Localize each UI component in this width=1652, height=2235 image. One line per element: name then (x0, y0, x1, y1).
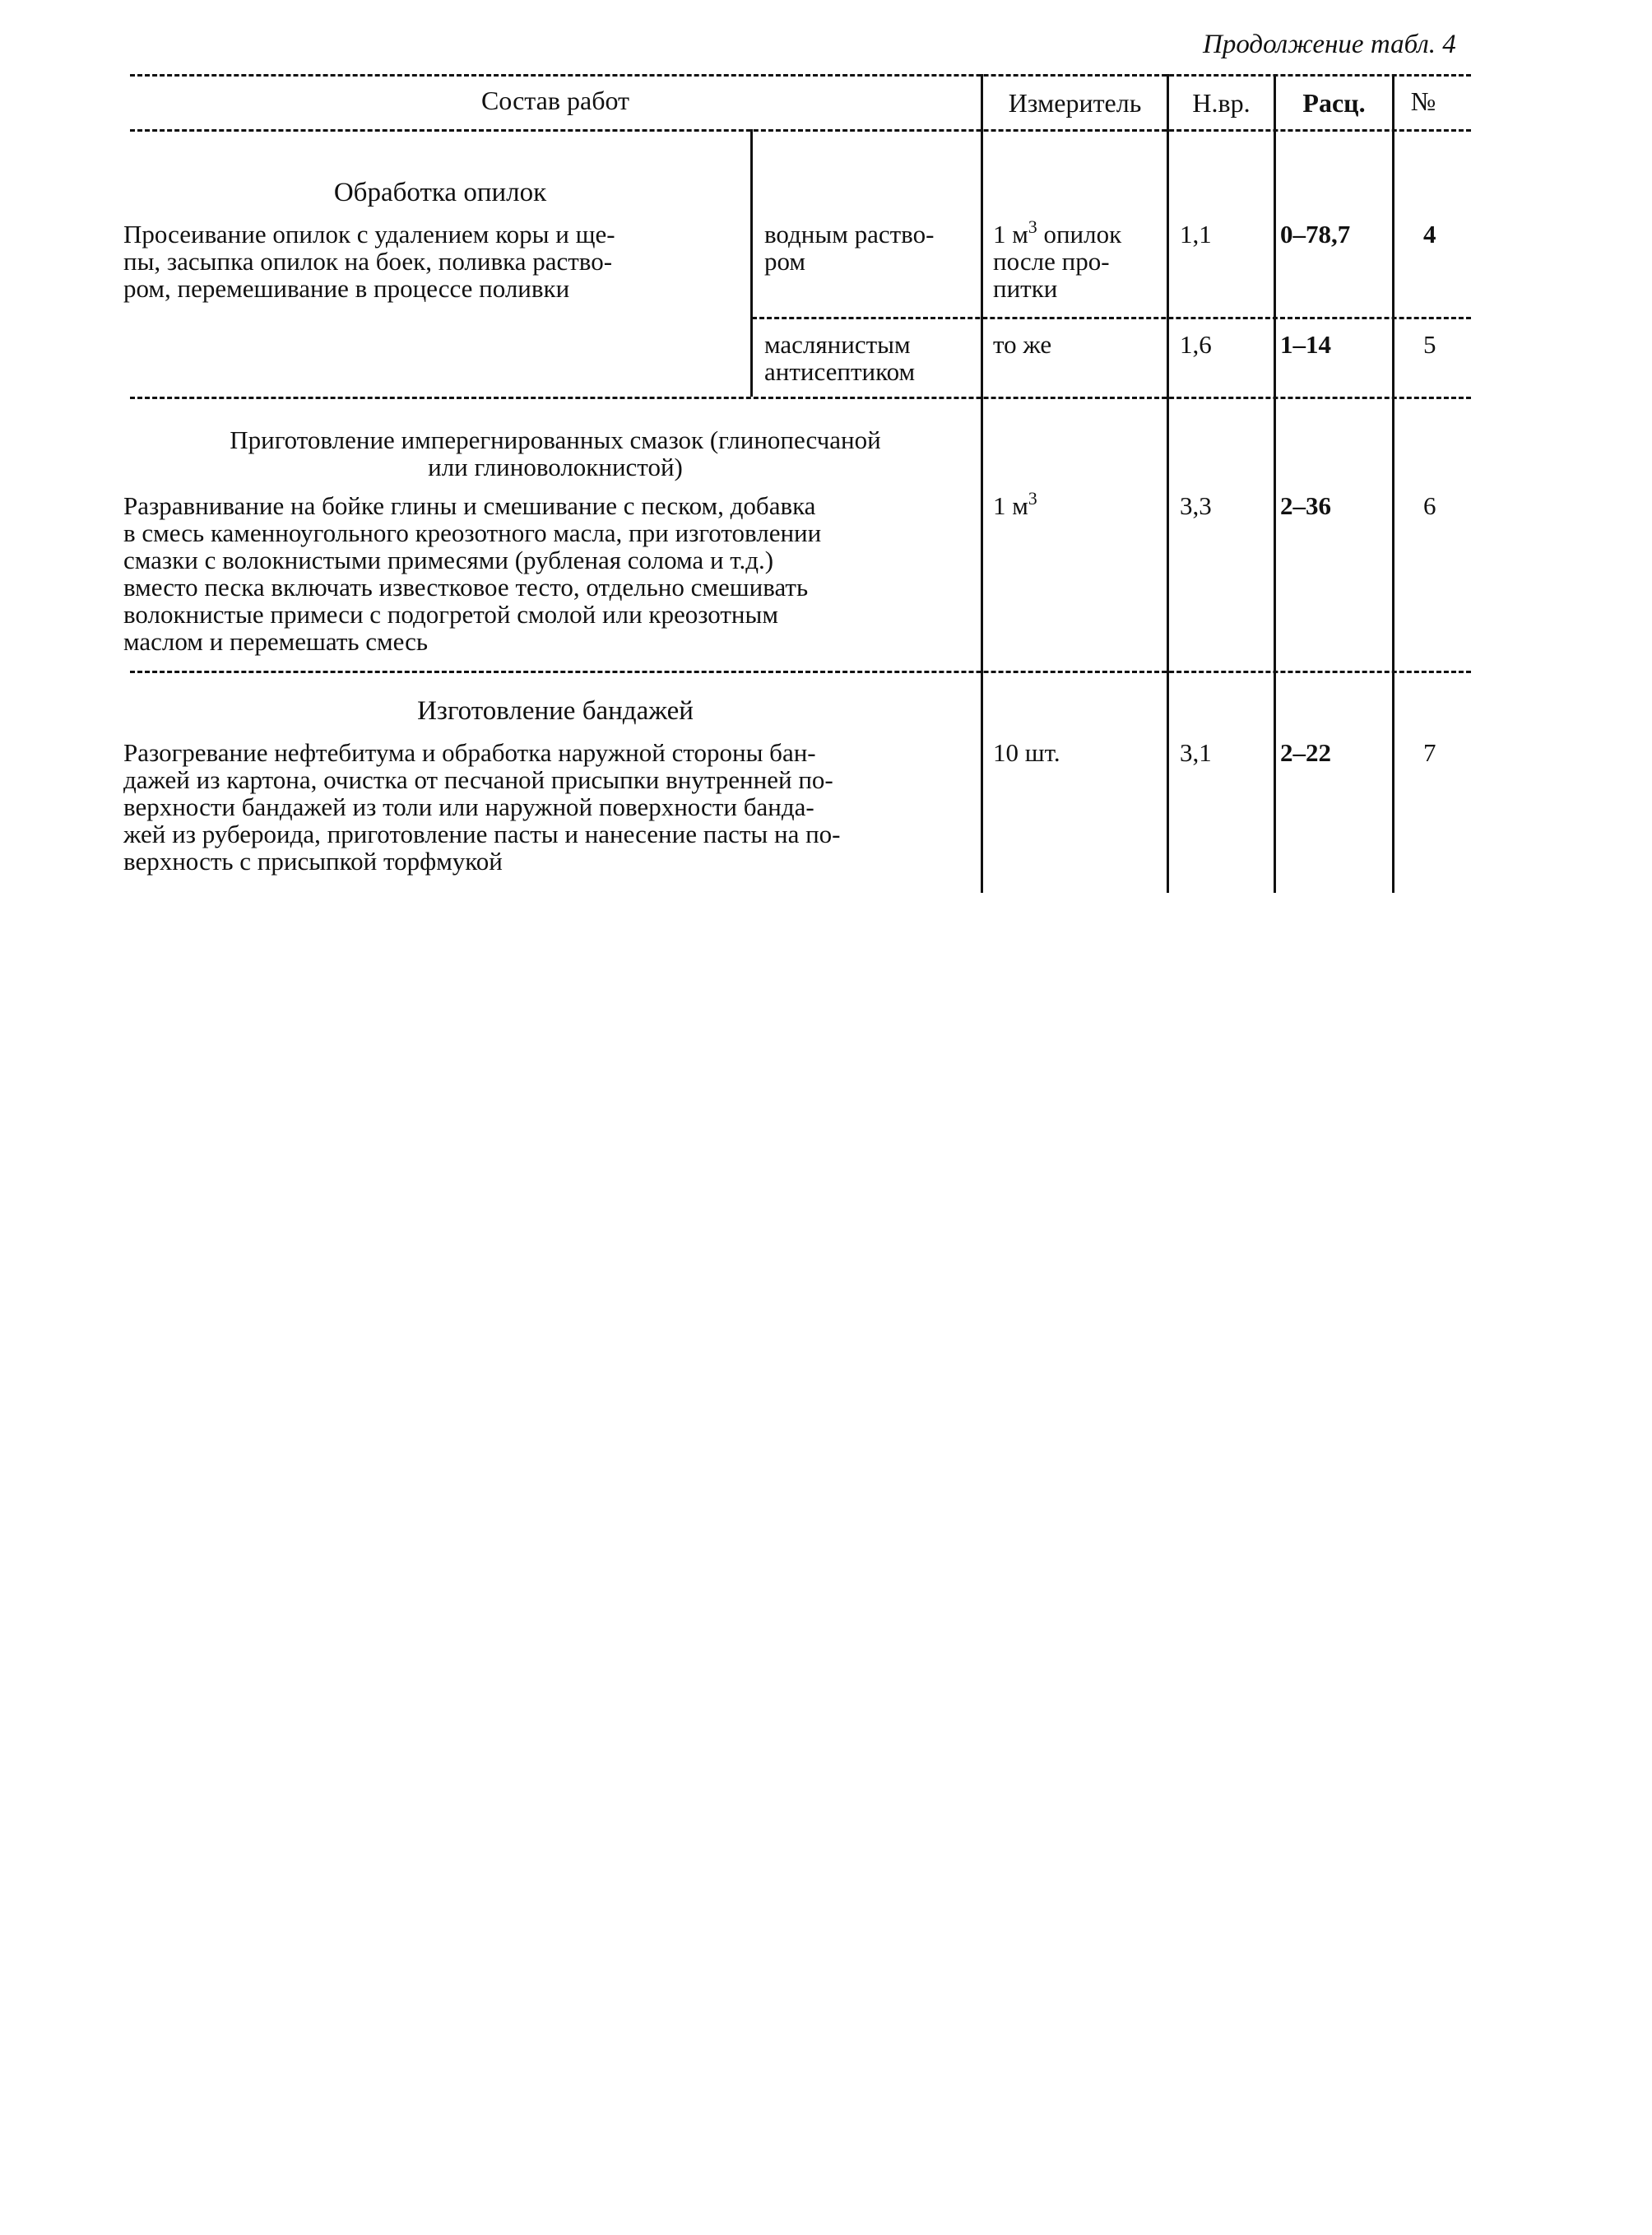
rate-cell-row5: 1–14 (1280, 330, 1331, 359)
norm-cell-row6: 3,3 (1180, 491, 1212, 520)
section-title-sawdust: Обработка опилок (333, 178, 547, 207)
unit-line: после про- (993, 247, 1110, 276)
section-description-sawdust (123, 221, 615, 302)
table-top-rule (130, 74, 1471, 77)
unit-exponent: 3 (1028, 217, 1037, 238)
description-line: верхность с присыпкой торфмукой (123, 847, 503, 876)
title-line: или глиноволокнистой) (428, 453, 683, 481)
description-line: Просеивание опилок с удалением коры и ще- (123, 220, 615, 249)
description-line: волокнистые примеси с подогретой смолой или креозотным (123, 600, 778, 629)
section-title-bandages: Изготовление бандажей (417, 696, 694, 726)
variant-line: маслянистым (764, 330, 911, 359)
column-rule-rate (1274, 74, 1276, 893)
header-rate: Расц. (1302, 88, 1366, 118)
number-cell-row7: 7 (1423, 738, 1436, 767)
section-description-lubricants (123, 492, 821, 655)
description-line: верхности бандажей из толи или наружной поверхности банда- (123, 792, 814, 821)
unit-cell-row5: то же (993, 330, 1052, 359)
header-bottom-rule (130, 129, 1471, 132)
unit-line: питки (993, 274, 1058, 303)
description-line: ром, перемешивание в процессе поливки (123, 274, 570, 303)
description-line: пы, засыпка опилок на боек, поливка раство- (123, 247, 613, 276)
section-divider-1 (130, 397, 1471, 399)
header-number: № (1410, 86, 1436, 116)
rate-cell-row4: 0–78,7 (1280, 220, 1351, 249)
column-rule-number (1392, 74, 1394, 893)
rate-cell-row7: 2–22 (1280, 738, 1331, 767)
unit-cell-row7: 10 шт. (993, 738, 1060, 767)
description-line: в смесь каменноугольного креозотного масла, при изготовлении (123, 518, 822, 547)
description-line: маслом и перемешать смесь (123, 627, 429, 656)
unit-line (993, 217, 1122, 249)
norm-cell-row4: 1,1 (1180, 220, 1212, 249)
title-line: Приготовление имперегнированных смазок (глинопесчаной (230, 425, 881, 454)
number-cell-row5: 5 (1423, 330, 1436, 359)
unit-cell-row4 (993, 217, 1122, 303)
norm-cell-row7: 3,1 (1180, 738, 1212, 767)
header-norm: Н.вр. (1192, 88, 1251, 118)
section-title-lubricants (130, 426, 981, 481)
variant-line: ром (764, 247, 806, 276)
column-rule-unit (981, 74, 983, 893)
unit-text: опилок (1037, 220, 1122, 249)
description-line: Разогревание нефтебитума и обработка наружной стороны бан- (123, 738, 816, 767)
description-line: вместо песка включать известковое тесто, отдельно смешивать (123, 573, 809, 602)
unit-cell-row6 (993, 489, 1037, 520)
section-divider-2 (130, 671, 1471, 673)
rate-cell-row6: 2–36 (1280, 491, 1331, 520)
variant-line: водным раство- (764, 220, 935, 249)
unit-exponent: 3 (1028, 489, 1037, 509)
table-caption: Продолжение табл. 4 (1203, 30, 1456, 59)
column-rule-variant (750, 129, 753, 397)
header-composition: Состав работ (480, 86, 630, 115)
number-cell-row4: 4 (1423, 220, 1436, 249)
variant-line: антисептиком (764, 357, 916, 386)
variant-water-solution (764, 221, 934, 275)
number-cell-row6: 6 (1423, 491, 1436, 520)
norm-cell-row5: 1,6 (1180, 330, 1212, 359)
header-unit: Измеритель (1008, 88, 1142, 118)
variant-oil-antiseptic (764, 331, 915, 385)
column-rule-norm (1167, 74, 1169, 893)
description-line: Разравнивание на бойке глины и смешивание с песком, добавка (123, 491, 816, 520)
description-line: смазки с волокнистыми примесями (рубленая солома и т.д.) (123, 546, 774, 574)
unit-text: 1 м (993, 220, 1028, 249)
row-divider-sawdust (752, 317, 1471, 319)
description-line: жей из рубероида, приготовление пасты и нанесение пасты на по- (123, 820, 841, 848)
section-description-bandages (123, 739, 841, 875)
description-line: дажей из картона, очистка от песчаной присыпки внутренней по- (123, 765, 833, 794)
unit-text: 1 м (993, 491, 1028, 520)
